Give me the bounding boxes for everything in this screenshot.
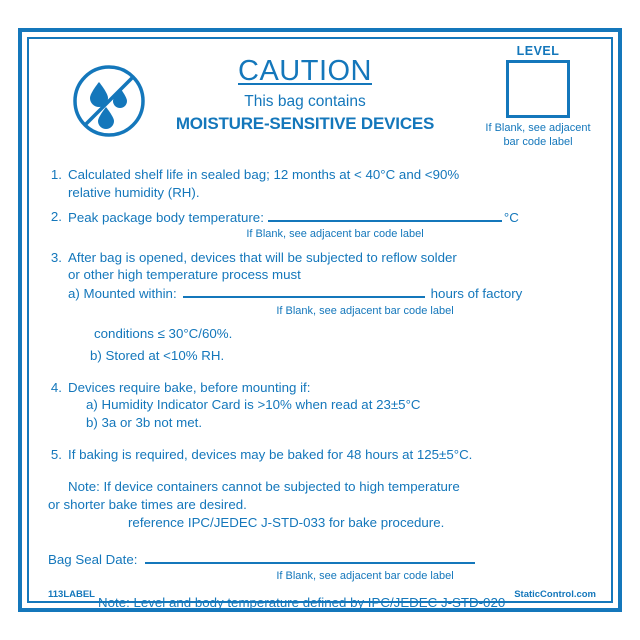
list-item-1 [38, 166, 602, 201]
item-3a-conditions: conditions ≤ 30°C/60%. [94, 326, 233, 342]
bag-seal-date-row [48, 550, 602, 569]
item-4a: a) Humidity Indicator Card is >10% when read at 23±5°C [86, 397, 421, 413]
level-section [478, 44, 598, 150]
item-4-line-1: Devices require bake, before mounting if: [68, 379, 311, 395]
mounted-within-input[interactable] [183, 284, 425, 298]
peak-temp-input[interactable] [268, 208, 502, 222]
level-label: LEVEL [516, 44, 560, 58]
instructions-list [38, 166, 602, 612]
item-5-text: If baking is required, devices may be baked for 48 hours at 125±5°C. [68, 446, 473, 462]
item-2-number: 2. [50, 209, 62, 225]
item-3a-row [68, 284, 602, 303]
bag-seal-blank-note: If Blank, see adjacent bar code label [276, 570, 454, 583]
vendor-name: StaticControl.com [514, 589, 596, 600]
bake-note-reference: reference IPC/JEDEC J-STD-033 for bake procedure. [128, 514, 445, 530]
label-part-number: 113LABEL [48, 589, 95, 600]
moisture-droplet-icon [72, 64, 146, 138]
mounted-within-label: a) Mounted within: [68, 285, 177, 301]
item-5-number: 5. [50, 446, 62, 462]
list-item-4 [38, 379, 602, 432]
label-header [38, 44, 602, 164]
bake-note-block [48, 478, 602, 531]
item-4-number: 4. [50, 379, 62, 395]
item-4b: b) 3a or 3b not met. [86, 414, 203, 430]
level-value-box[interactable] [506, 60, 570, 118]
item-1-number: 1. [50, 167, 62, 182]
bag-seal-date-input[interactable] [145, 550, 475, 564]
list-item-2 [38, 208, 602, 241]
list-item-3 [38, 249, 602, 365]
standards-note: Note: Level and body temperature defined by IPC/JEDEC J-STD-020 [98, 595, 506, 611]
bake-note-line-2: or shorter bake times are desired. [48, 497, 247, 513]
item-1-line-2: relative humidity (RH). [68, 184, 200, 200]
bag-contains-subtitle: This bag contains [244, 92, 366, 110]
item-2-text [68, 208, 602, 227]
item-3b: b) Stored at <10% RH. [90, 347, 225, 363]
item-2-blank-note: If Blank, see adjacent bar code label [246, 228, 424, 241]
moisture-sensitive-devices-title: MOISTURE-SENSITIVE DEVICES [175, 113, 435, 133]
level-blank-note: If Blank, see adjacent bar code label [485, 122, 591, 148]
item-3a-blank-note: If Blank, see adjacent bar code label [276, 304, 454, 317]
header-title-group [156, 56, 454, 134]
item-3-line-2: or other high temperature process must [68, 267, 301, 283]
list-item-5 [38, 446, 602, 464]
peak-temp-unit: °C [503, 210, 519, 226]
bag-seal-date-label: Bag Seal Date: [48, 551, 138, 567]
item-3-number: 3. [50, 249, 62, 265]
mounted-within-suffix: hours of factory [430, 285, 523, 301]
caution-title: CAUTION [238, 55, 372, 87]
label-footer [48, 589, 596, 600]
bake-note-line-1: Note: If device containers cannot be subjected to high temperature [68, 479, 460, 495]
label-content [38, 44, 602, 611]
item-3-line-1: After bag is opened, devices that will be subjected to reflow solder [68, 249, 457, 265]
item-1-line-1: Calculated shelf life in sealed bag; 12 months at < 40°C and <90% [68, 167, 460, 182]
peak-temp-label: Peak package body temperature: [68, 210, 264, 226]
moisture-sensitive-label [18, 28, 622, 612]
